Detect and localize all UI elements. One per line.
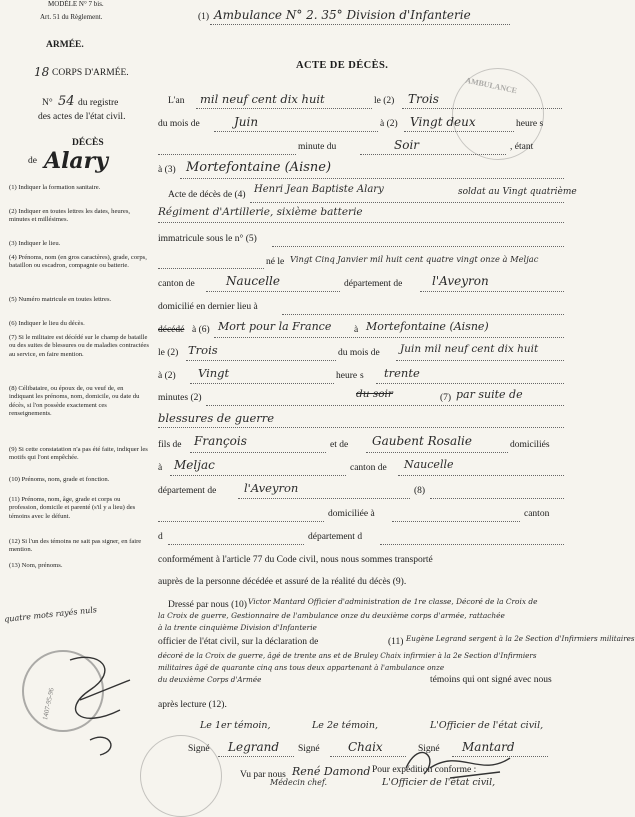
hw-officier-nom3: à la trente cinquième Division d'Infanterie [158, 623, 317, 632]
note-11: (11) Prénoms, nom, âge, grade et corps ou profession, domicile et parenté (s'il y a lieu) des témoins avec le défunt. [9, 496, 136, 520]
text-officier: officier de l'état civil, sur la déclaration de [158, 637, 319, 647]
note-7: (7) Si le militaire est décédé sur le champ de bataille ou des suites de blessures ou de maladies contractées au service, en faire mention. [9, 334, 149, 358]
hw-declarant4: du deuxième Corps d'Armée [158, 675, 262, 684]
text-a-4: à [354, 325, 359, 335]
hw-grade: soldat au Vingt quatrième [458, 187, 577, 197]
text-heure2: heure [336, 371, 358, 381]
hw-blessures: blessures de guerre [158, 411, 275, 425]
note-9: (9) Si cette constatation n'a pas été faite, indiquer les motifs qui l'ont empêchée. [9, 446, 148, 462]
hw-declarant2: décoré de la Croix de guerre, âgé de trente ans et de Bruley Chaix infirmier à la 2e Section d'Infirmiers [158, 651, 537, 660]
text-domiciliee: domiciliée à [328, 509, 375, 519]
hw-sig-officier: Mantard [462, 740, 515, 754]
note-5: (5) Numéro matricule en toutes lettres. [9, 296, 112, 303]
hw-du-soir: du soir [356, 388, 393, 400]
label-officier-sig: L'Officier de l'état civil, [430, 720, 544, 731]
text-pour-expedition: Pour expédition conforme : [372, 765, 477, 775]
text-et-de: et de [330, 440, 349, 450]
hw-lieu-deces: Mortefontaine (Aisne) [366, 320, 489, 333]
hw-declarant1: Eugène Legrand sergent à la 2e Section d'Infirmiers militaires [406, 634, 635, 643]
bottom-stamp [140, 735, 222, 817]
hw-officier-nom2: la Croix de guerre, Gestionnaire de l'ambulance onze du deuxième corps d'armée, rattachée [158, 611, 505, 620]
text-departement-2: département de [158, 486, 217, 496]
label-signe-3: Signé [418, 744, 440, 754]
hw-mois-annee: Juin mil neuf cent dix huit [400, 343, 539, 355]
registre-value: 54 [58, 94, 75, 109]
hw-nom-complet: Henri Jean Baptiste Alary [254, 184, 384, 195]
hw-sig-temoin1: Legrand [228, 740, 280, 754]
text-d: d [158, 532, 163, 542]
text-acte: Acte de décès de (4) [168, 190, 246, 200]
text-ne-le: né le [266, 257, 285, 267]
hw-canton-parents: Naucelle [404, 458, 454, 471]
hw-officier-nom: Victor Mantard Officier d'administration de 1re classe, Décoré de la Croix de [248, 597, 538, 606]
hw-jour: Trois [408, 92, 439, 106]
text-officier2: L'Officier de l'état civil, [382, 777, 496, 788]
armee-label: ARMÉE. [46, 40, 84, 50]
hw-lieu: Mortefontaine (Aisne) [186, 160, 332, 175]
hw-naissance: Vingt Cinq Janvier mil huit cent quatre vingt onze à Meljac [290, 254, 539, 264]
note-1: (1) Indiquer la formation sanitaire. [9, 184, 101, 191]
hw-minutes-val: trente [384, 366, 420, 380]
text-a-3: à (3) [158, 165, 176, 175]
hw-declarant3: militaires âgé de quarante cinq ans tous deux appartenant à l'ambulance onze [158, 663, 445, 672]
corps-label: CORPS D'ARMÉE. [52, 68, 129, 78]
hw-canton: Naucelle [226, 274, 280, 288]
text-fils-de: fils de [158, 440, 182, 450]
hw-departement: l'Aveyron [432, 274, 489, 288]
hw-sig-temoin2: Chaix [348, 740, 383, 754]
text-marker-11: (11) [388, 637, 404, 647]
form-article: Art. 51 du Règlement. [40, 13, 103, 21]
hw-heures: Vingt deux [410, 115, 476, 129]
text-marker-6: à (6) [192, 325, 210, 335]
page-title: ACTE DE DÉCÈS. [296, 60, 389, 71]
hw-pere: François [194, 434, 247, 448]
text-marker-7: (7) [440, 393, 452, 403]
registre-line2: des actes de l'état civil. [38, 112, 126, 122]
hw-mere: Gaubent Rosalie [372, 434, 472, 448]
registre-label: du registre [78, 98, 119, 108]
hw-annee: mil neuf cent dix huit [200, 92, 325, 106]
label-signe-1: Signé [188, 744, 210, 754]
text-minute: minute du [298, 142, 337, 152]
label-temoin1: Le 1er témoin, [200, 720, 271, 731]
text-domicilie: domicilié en dernier lieu à [158, 302, 258, 312]
text-a-6: à [158, 463, 163, 473]
text-etant: , étant [510, 142, 534, 152]
text-canton-de: canton de [158, 279, 195, 289]
text-s: s [360, 371, 364, 381]
text-domicilies: domiciliés [510, 440, 550, 450]
text-dresse: Dressé par nous (10) [168, 600, 247, 610]
note-4: (4) Prénoms, nom (en gros caractères), grade, corps, bataillon ou escadron, compagnie ou batterie. [9, 254, 147, 270]
hw-le-jour: Trois [188, 343, 218, 357]
hw-regiment: Régiment d'Artillerie, sixième batterie [158, 206, 363, 218]
note-3: (3) Indiquer le lieu. [9, 240, 61, 247]
text-immatricule: immatricule sous le n° (5) [158, 234, 257, 244]
ambulance-stamp-top: AMBULANCE [452, 68, 544, 160]
ambulance-line: Ambulance N° 2. 35° Division d'Infanterie [214, 8, 471, 22]
text-conformement: conformément à l'article 77 du Code civil, nous nous sommes transporté [158, 555, 433, 565]
note-2: (2) Indiquer en toutes lettres les dates, heures, minutes et millésimes. [9, 208, 131, 224]
text-a-5: à (2) [158, 371, 176, 381]
text-vu-par: Vu par nous [240, 770, 286, 780]
text-departement-de: département de [344, 279, 403, 289]
left-stamp: 1407-95-96 [22, 650, 104, 732]
deces-de: de [28, 156, 37, 166]
text-minutes: minutes (2) [158, 393, 202, 403]
hw-dept-parents: l'Aveyron [244, 481, 299, 495]
text-mois: du mois de [158, 119, 200, 129]
text-decede: décédé [158, 325, 185, 335]
text-canton-de-2: canton de [350, 463, 387, 473]
text-le: le (2) [374, 96, 395, 106]
hw-heure-val: Vingt [198, 366, 230, 380]
officer-signature-bottom [400, 738, 520, 785]
hw-mois: Juin [234, 115, 259, 129]
note-8: (8) Célibataire, ou époux de, ou veuf de, en indiquant les prénoms, nom, domicile, ou date du décès, si l'on possède exactement ces renseignements. [9, 385, 140, 418]
text-canton-3: canton [524, 509, 550, 519]
note-13: (13) Nom, prénoms. [9, 562, 63, 569]
label-signe-2: Signé [298, 744, 320, 754]
registre-no: N° [42, 98, 53, 108]
text-temoins: témoins qui ont signé avec nous [430, 675, 552, 685]
note-12: (12) Si l'un des témoins ne sait pas signer, en faire mention. [9, 538, 142, 554]
officer-signature-left [60, 640, 140, 760]
deceased-name: Alary [44, 148, 109, 174]
note-10: (10) Prénoms, nom, grade et fonction. [9, 476, 110, 483]
text-departement-3: département d [308, 532, 363, 542]
label-temoin2: Le 2e témoin, [312, 720, 378, 731]
hw-mort-pour: Mort pour la France [218, 320, 332, 333]
deces-label: DÉCÈS [72, 138, 104, 148]
form-model: MODÈLE N° 7 bis. [48, 0, 104, 8]
note-6: (6) Indiquer le lieu du décès. [9, 320, 85, 327]
hw-suite: par suite de [456, 388, 523, 401]
text-marker-8: (8) [414, 486, 426, 496]
hw-domicile: Meljac [174, 458, 215, 472]
ambulance-marker: (1) [198, 12, 210, 22]
text-a-2: à (2) [380, 119, 398, 129]
text-le-2: le (2) [158, 348, 179, 358]
hw-moment: Soir [394, 138, 420, 152]
corps-value: 18 [34, 65, 50, 79]
hw-marge: quatre mots rayés nuls [3, 605, 98, 624]
text-medecin: Médecin chef. [270, 778, 328, 787]
text-lan: L'an [168, 96, 185, 106]
text-du-mois: du mois de [338, 348, 380, 358]
text-apres: après lecture (12). [158, 700, 227, 710]
text-aupres: auprès de la personne décédée et assuré de la réalité du décès (9). [158, 577, 407, 587]
text-heures: heure s [516, 119, 544, 129]
hw-vu-nom: René Damond [292, 765, 371, 778]
